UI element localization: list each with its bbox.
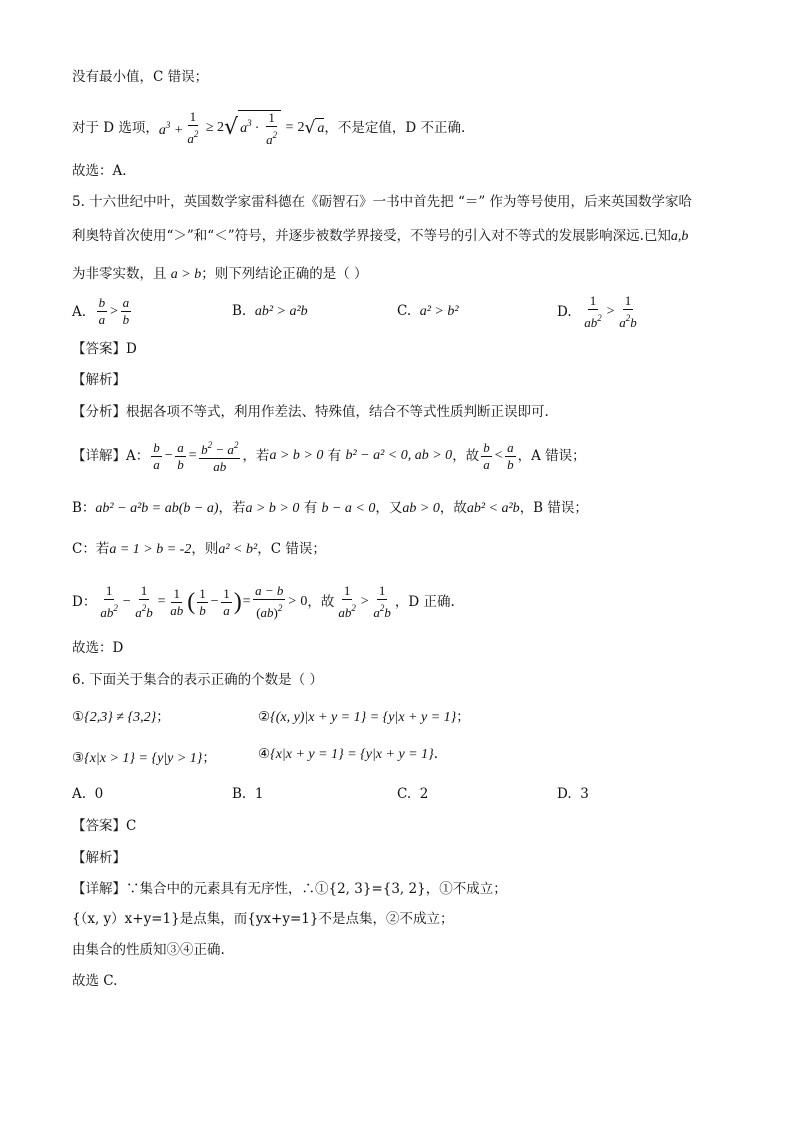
text: ，若: [218, 500, 246, 516]
math-expression: a > b: [170, 267, 202, 282]
text: ①: [72, 709, 85, 725]
question-5-stem: [72, 264, 734, 285]
text: 【解析】: [72, 372, 126, 388]
sqrt-icon: √: [304, 118, 316, 138]
text: 5. 十六世纪中叶，英国数学家雷科德在《砺智石》一书中首先把 “＝” 作为等号使用，后来英国数学家哈: [72, 194, 693, 210]
statement-2: [258, 705, 470, 726]
fraction: $\frac{1}{ab^2}$: [100, 583, 118, 620]
choose-line: [72, 971, 734, 991]
option-label: B.: [232, 303, 247, 319]
math-expression: a: [315, 118, 324, 139]
option-value: 1: [254, 786, 264, 802]
math-expression: {x|x > 1} = {y|y > 1}: [84, 751, 203, 766]
option-d: [557, 294, 641, 330]
math-expression: a² > b²: [419, 304, 459, 319]
math-expression: b − a < 0: [321, 501, 376, 516]
fraction: $\frac{1}{a^2b}$: [619, 293, 637, 330]
math-expression: ≥ 2: [202, 120, 225, 135]
fraction: $\frac{a}{b}$: [122, 295, 130, 327]
option-value: 0: [94, 786, 104, 802]
fraction: $\frac{1}{ab}$: [170, 585, 184, 618]
math-expression: −: [209, 594, 220, 609]
fraction: $\frac{1}{ab^2}$: [584, 293, 602, 330]
math-expression: <: [493, 448, 504, 463]
math-expression: a² < b²: [218, 542, 258, 557]
math-expression: a > b > 0: [269, 448, 324, 463]
question-5-stem: [72, 226, 734, 247]
text: 【答案】C: [72, 818, 137, 834]
option-label: D.: [557, 786, 572, 802]
text: ④: [258, 746, 271, 762]
detail-c: [72, 539, 734, 560]
text: B：: [72, 500, 96, 516]
detail-text: [72, 940, 734, 960]
text-line: [72, 67, 734, 87]
option-label: D.: [557, 304, 572, 320]
fraction: $\frac{1}{ab^2}$: [338, 583, 356, 620]
option-b: [232, 303, 308, 320]
math-expression: a,b: [670, 229, 689, 244]
question-6-stem: [72, 670, 734, 690]
text: 【答案】D: [72, 341, 137, 357]
text: ，故: [439, 500, 467, 516]
text: 有: [327, 448, 342, 464]
text: ；则下列结论正确的是（ ）: [201, 266, 368, 282]
statement-1: [72, 705, 170, 726]
text: ，故: [452, 448, 480, 464]
text: D：: [72, 594, 97, 610]
text: 【解析】: [72, 850, 126, 866]
math-expression: {x|x + y = 1} = {y|x + y = 1}: [270, 747, 434, 762]
math-expression: > 0: [287, 594, 308, 609]
option-value: 2: [419, 786, 429, 802]
text: ，D 正确.: [394, 594, 455, 610]
text: ②: [258, 709, 271, 725]
text: ，B 错误；: [519, 500, 588, 516]
fraction: $\frac{b}{a}$: [98, 295, 106, 327]
math-expression: >: [109, 303, 119, 319]
text: 没有最小值，C 错误；: [72, 69, 209, 85]
text: ，不是定值，D 不正确.: [324, 120, 466, 136]
fraction: $\frac{1}{a^2}$: [187, 109, 199, 146]
math-expression: =: [156, 594, 167, 609]
fraction: $\frac{1}{a^2b}$: [373, 583, 391, 620]
detail-d: [72, 580, 734, 624]
text-line: [72, 161, 734, 181]
math-expression: =: [241, 594, 252, 609]
math-expression: ab² > a²b: [254, 304, 308, 319]
math-expression: a > b > 0: [245, 501, 300, 516]
fraction: $\frac{1}{a}$: [223, 585, 230, 618]
detail-a: [72, 436, 734, 476]
text: ，A 错误；: [517, 448, 586, 464]
option-label: C.: [397, 786, 412, 802]
math-expression: $a^3$ +: [158, 120, 184, 138]
detail-text: [72, 879, 734, 899]
fraction: $\frac{b}{a}$: [153, 439, 160, 472]
math-expression: −: [163, 448, 174, 463]
math-expression: >: [359, 594, 370, 609]
text: ，C 错误；: [257, 541, 326, 557]
math-expression: a = 1 > b = -2: [109, 542, 192, 557]
text: ；: [456, 709, 470, 725]
text: {（x, y）x+y=1}是点集，而{yx+y=1}不是点集，②不成立；: [72, 911, 454, 927]
text: C：若: [72, 541, 110, 557]
text: ，又: [375, 500, 403, 516]
detail-b: [72, 498, 734, 519]
text: 对于 D 选项，: [72, 120, 159, 136]
analysis-label: [72, 370, 734, 390]
option-label: C.: [397, 303, 412, 319]
answer-label: [72, 339, 734, 359]
text: .: [433, 746, 439, 762]
math-expression: = 2: [281, 120, 305, 135]
text: 故选：D: [72, 640, 124, 656]
text: 【详解】∵集合中的元素具有无序性，∴①{2, 3}={3, 2}，①不成立；: [72, 881, 507, 897]
option-label: A.: [72, 303, 87, 320]
math-expression: $a^3$ · $\frac{1}{a^2}$: [238, 110, 281, 147]
text: 6. 下面关于集合的表示正确的个数是（ ）: [72, 672, 323, 688]
text: 由集合的性质知③④正确.: [72, 942, 225, 958]
math-expression: ab² < a²b: [466, 501, 520, 516]
statement-3: [72, 746, 216, 767]
sqrt-icon: √: [224, 115, 239, 140]
text: 利奥特首次使用“＞”和“＜”符号，并逐步被数学界接受，不等号的引入对不等式的发展影响深远.已知: [72, 228, 671, 244]
math-expression: ab > 0: [402, 501, 440, 516]
detail-text: [72, 909, 734, 929]
statement-4: [258, 746, 438, 763]
math-expression: {2,3} ≠ {3,2}: [84, 710, 157, 725]
text: ，故: [307, 594, 335, 610]
question-5-stem: [72, 192, 734, 212]
math-expression: −: [121, 594, 132, 609]
math-expression: =: [187, 448, 198, 463]
fraction: $\frac{a - b}{(ab)^2}$: [255, 583, 284, 620]
math-expression: ab² − a²b = ab(b − a): [95, 501, 219, 516]
text: 为非零实数，且: [72, 266, 167, 282]
text: ；: [156, 709, 170, 725]
option-c: [397, 303, 459, 320]
q6-option-b: [232, 786, 263, 802]
fraction: $\frac{a}{b}$: [177, 439, 184, 472]
text: 故选 C.: [72, 973, 118, 989]
q6-option-c: [397, 786, 428, 802]
math-expression: b² − a² < 0, ab > 0: [345, 448, 453, 463]
text: 【详解】A：: [72, 448, 150, 464]
text: ，则: [191, 541, 219, 557]
analysis-label: [72, 848, 734, 868]
answer-label: [72, 816, 734, 836]
math-expression: >: [605, 304, 616, 319]
fraction: $\frac{b^2 - a^2}{ab}$: [201, 440, 239, 474]
choose-line: [72, 638, 734, 658]
fraction: $\frac{1}{b}$: [199, 585, 206, 618]
option-a: [72, 296, 133, 327]
option-value: 3: [580, 786, 589, 802]
text: ③: [72, 750, 85, 766]
paren-icon: (: [187, 589, 196, 615]
text: ，若: [242, 448, 270, 464]
q6-option-d: [557, 786, 589, 802]
analysis-text: [72, 402, 734, 422]
option-label: A.: [72, 786, 87, 802]
text: 有: [303, 500, 318, 516]
fraction: $\frac{b}{a}$: [483, 439, 490, 472]
fraction: $\frac{1}{a^2b}$: [135, 583, 153, 620]
math-expression: {(x, y)|x + y = 1} = {y|x + y = 1}: [270, 710, 457, 725]
q6-option-a: [72, 786, 103, 802]
paren-icon: ): [233, 589, 242, 615]
text: ；: [202, 750, 216, 766]
text-line-d-option: [72, 108, 734, 148]
option-label: B.: [232, 786, 247, 802]
fraction: $\frac{a}{b}$: [507, 439, 514, 472]
text: 故选：A.: [72, 163, 127, 179]
text: 【分析】根据各项不等式，利用作差法、特殊值，结合不等式性质判断正误即可.: [72, 404, 549, 420]
